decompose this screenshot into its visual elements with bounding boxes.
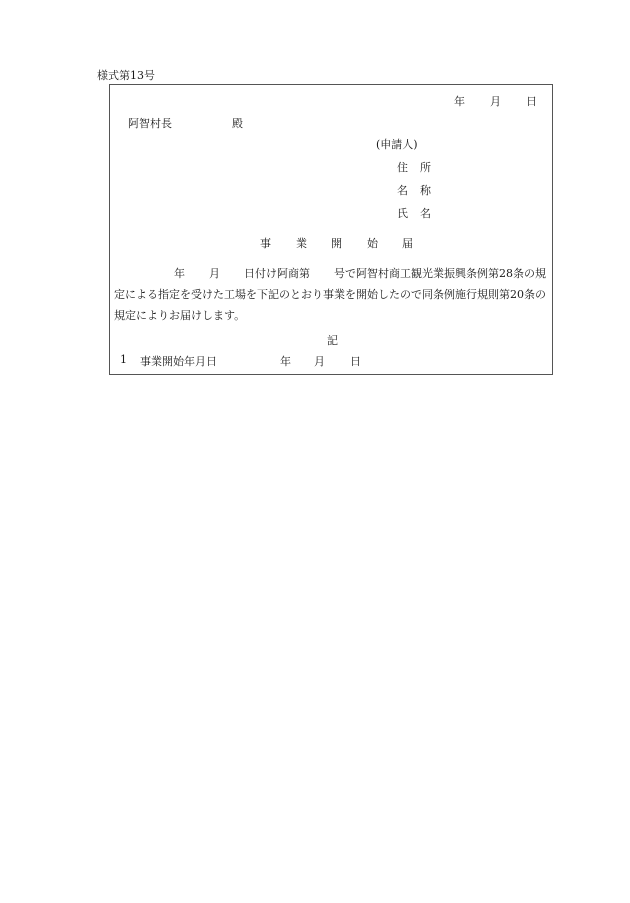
addressee-name: 阿智村長 [128, 117, 172, 130]
title-char-5: 届 [402, 237, 413, 250]
applicant-heading: (申請人) [376, 138, 418, 151]
item-number: 1 [120, 353, 127, 366]
item-label: 事業開始年月日 [140, 355, 217, 368]
address-label-char1: 住 [397, 161, 408, 174]
notification-form [109, 84, 553, 375]
item-year: 年 [280, 355, 291, 368]
body-year: 年 [174, 267, 185, 280]
address-label-char2: 所 [420, 161, 431, 174]
date-year-label: 年 [454, 95, 465, 108]
title-char-3: 開 [331, 237, 342, 250]
company-label-char1: 名 [397, 184, 408, 197]
date-day-label: 日 [526, 95, 537, 108]
ki-mark: 記 [327, 334, 338, 347]
item-month: 月 [314, 355, 325, 368]
addressee-honorific: 殿 [232, 117, 243, 130]
item-day: 日 [350, 355, 361, 368]
date-month-label: 月 [490, 95, 501, 108]
name-label-char1: 氏 [397, 207, 408, 220]
body-rest: 号で阿智村商工観光業振興条例第28条の規定による指定を受けた工場を下記のとおり事業を開始したので同条例施行規則第20条の規定によりお届けします。 [114, 267, 546, 322]
company-label-char2: 称 [420, 184, 431, 197]
name-label-char2: 名 [420, 207, 431, 220]
body-day-prefix: 日付け阿商第 [244, 267, 310, 280]
title-char-1: 事 [260, 237, 271, 250]
title-char-2: 業 [296, 237, 307, 250]
title-char-4: 始 [367, 237, 378, 250]
body-month: 月 [209, 267, 220, 280]
form-number: 様式第13号 [97, 69, 155, 82]
body-paragraph [114, 263, 550, 326]
